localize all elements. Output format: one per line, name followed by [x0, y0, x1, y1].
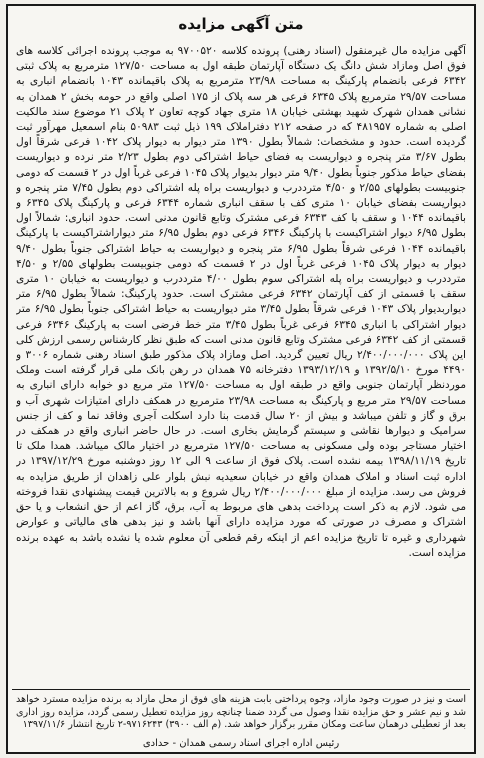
notice-footer: است و نیز در صورت وجود مازاد، وجوه پرداختی بابت هزینه های فوق از محل مازاد به برنده مزایده مسترد خواهد شد و نیم عشر و حق مزایده نقدا وصول می گردد ضمنا چنانچه روز مزایده تعطیل رسمی گردد، مزایده روز اداری بعد از تعطیلی درهمان ساعت ومکان مقرر برگزار خواهد شد. (م الف ۳۹۰۰) ۹۷۱۶۲۴۳-۲ تاریخ انتشار ۱۳۹۷/۱۱/۶	[16, 694, 466, 730]
section-divider	[12, 689, 470, 690]
title-band	[8, 6, 474, 42]
notice-title: متن آگهی مزایده	[178, 15, 304, 33]
notice-body: آگهی مزایده مال غیرمنقول (اسناد رهنی) پرونده کلاسه ۹۷۰۰۵۲۰ به موجب پرونده اجرائی کلاسه های فوق اصل ومازاد شش دانگ یک دستگاه آپارتمان طبقه اول به مساحت ۱۲۷/۵۰ مترمربع به پلاک ثبتی ۶۳۴۲ فرعی بانضمام پارکینگ به مساحت ۲۳/۹۸ مترمربع به پلاک باقیمانده ۱۰۴۳ بانضمام انباری به مساحت ۲۹/۵۷ مترمربع پلاک ۶۳۴۵ فرعی هر سه پلاک از ۱۷۵ اصلی واقع در حومه بخش ۲ همدان به نشانی همدان شهرک شهید بهشتی خیابان ۱۸ متری جهاد کوچه تعاون ۲ پلاک ۲۱ موضوع سند مالکیت اصلی به شماره ۴۸۱۹۵۷ که در صفحه ۲۱۲ دفتراملاک ۱۹۹ ذیل ثبت ۵۰۹۸۳ بنام اسمعیل مهرآور ثبت گردیده است. حدود و مشخصات: شمالاً بطول ۱۳۹۰ متر دیوار به دیوار پلاک ۱۰۴۲ فرعی شرقاً اول بطول ۳/۶۷ متر پنجره و دیواریست به فضای حیاط اشتراکی دوم بطول ۲/۲۳ متر نرده و دیواریست بفضای حیاط مذکور جنوباً بطول ۹/۴۰ متر دیوار بدیوار پلاک ۱۰۴۵ فرعی غرباً اول در ۲ قسمت که دومی جنوبیست بطولهای ۲/۵۵ و ۴/۵۰ مترددرب و دیواریست براه پله اشتراکی دوم بطول ۷/۴۵ متر پنجره و دیواریست بفضای خیابان ۱۰ متری کف با سقف انباری شماره ۶۳۴۴ فرعی و پارکینگ پلاک ۶۳۴۵ و باقیمانده ۱۰۴۴ و سقف با کف ۶۳۴۳ فرعی مشترک وتابع قانون مدنی است. حدود انباری: شمالاً اول بطول ۶/۹۵ دیوار اشتراکیست با پارکینگ ۶۳۴۶ فرعی دوم بطول ۶/۹۵ متر دیواراشتراکیست با پارکینگ باقیمانده ۱۰۴۴ فرعی شرقاً بطول ۶/۹۵ متر پنجره و دیواریست به حیاط اشتراکی جنوباً بطول ۹/۴۰ دیوار به دیوار پلاک ۱۰۴۵ فرعی غرباً اول در ۲ قسمت که دومی جنوبیست بطولهای ۲/۵۵ و ۴/۵۰ مترددرب و دیواریست براه پله اشتراکی سوم بطول ۴/۰۰ مترددرب و دیواریست به خیابان ۱۰ متری سقف با قسمتی از کف آپارتمان ۶۳۴۲ فرعی مشترک است. حدود پارکینگ: شمالاً بطول ۶/۹۵ متر دیواربدیوار پلاک ۱۰۴۳ فرعی شرقاً بطول ۳/۴۵ متر دیواریست به حیاط اشتراکی جنوباً بطول ۶/۹۵ متر دیوار اشتراکی با انباری ۶۳۴۵ فرعی غرباً بطول ۳/۴۵ متر خط فرضی است به پارکینگ ۶۳۴۶ فرعی قسمتی از کف ۶۳۴۲ فرعی مشترک وتابع قانون مدنی است که طبق نظر کارشناس رسمی ارزش کلی این پلاک ۲/۴۰۰/۰۰۰/۰۰۰ ریال تعیین گردید. اصل ومازاد پلاک مذکور طبق اسناد رهنی شماره ۳۰۰۶ و ۴۴۹۰ مورخ ۱۳۹۲/۵/۱۰ و ۱۳۹۳/۱۲/۱۹ دفترخانه ۷۵ همدان در رهن بانک ملی قرار گرفته است وملک موردنظر آپارتمان جنوبی واقع در طبقه اول به مساحت ۱۲۷/۵۰ متر مربع دو خوابه دارای انباری به مساحت ۲۹/۵۷ متر مربع و پارکینگ به مساحت ۲۳/۹۸ مترمربع در همکف دارای امتیازات شهری آب و برق و گاز و تلفن میباشد و بیش از ۲۰ سال قدمت بنا دارد اسکلت آجری وفاقد نما و کف از جنس سرامیک و دیوارها نقاشی و سیستم گرمایش بخاری است. در حال حاضر انباری واقع در همکف در اختیار مستاجر بوده ولی مسکونی به مساحت ۱۲۷/۵۰ مترمربع در اختیار مالک میباشد. همدا ملک تا تاریخ ۱۳۹۸/۱۱/۱۹ بیمه نشده است. پلاک فوق از ساعت ۹ الی ۱۲ روز دوشنبه مورخ ۱۳۹۷/۱۲/۲۹ در اداره ثبت اسناد و املاک همدان واقع در خیابان سعیدیه نبش بلوار علی زاهدان از طریق مزایده به فروش می رسد. مزایده از مبلغ ۲/۴۰۰/۰۰۰/۰۰۰ ریال شروع و به بالاترین قیمت پیشنهادی نقدا فروخته می شود. لازم به ذکر است پرداخت بدهی های مربوط به آب، برق، گاز اعم از حق انشعاب و یا حق اشتراک و مصرف در صورتی که مورد مزایده دارای آنها باشد و نیز بدهی های مالیاتی و عوارض شهرداری و غیره تا تاریخ مزایده اعم از اینکه رقم قطعی آن معلوم شده یا نشده باشد به عهده برنده مزایده است.	[16, 45, 466, 559]
notice-signature: رئیس اداره اجرای اسناد رسمی همدان - حدادی	[142, 738, 340, 749]
notice-frame	[6, 4, 476, 754]
